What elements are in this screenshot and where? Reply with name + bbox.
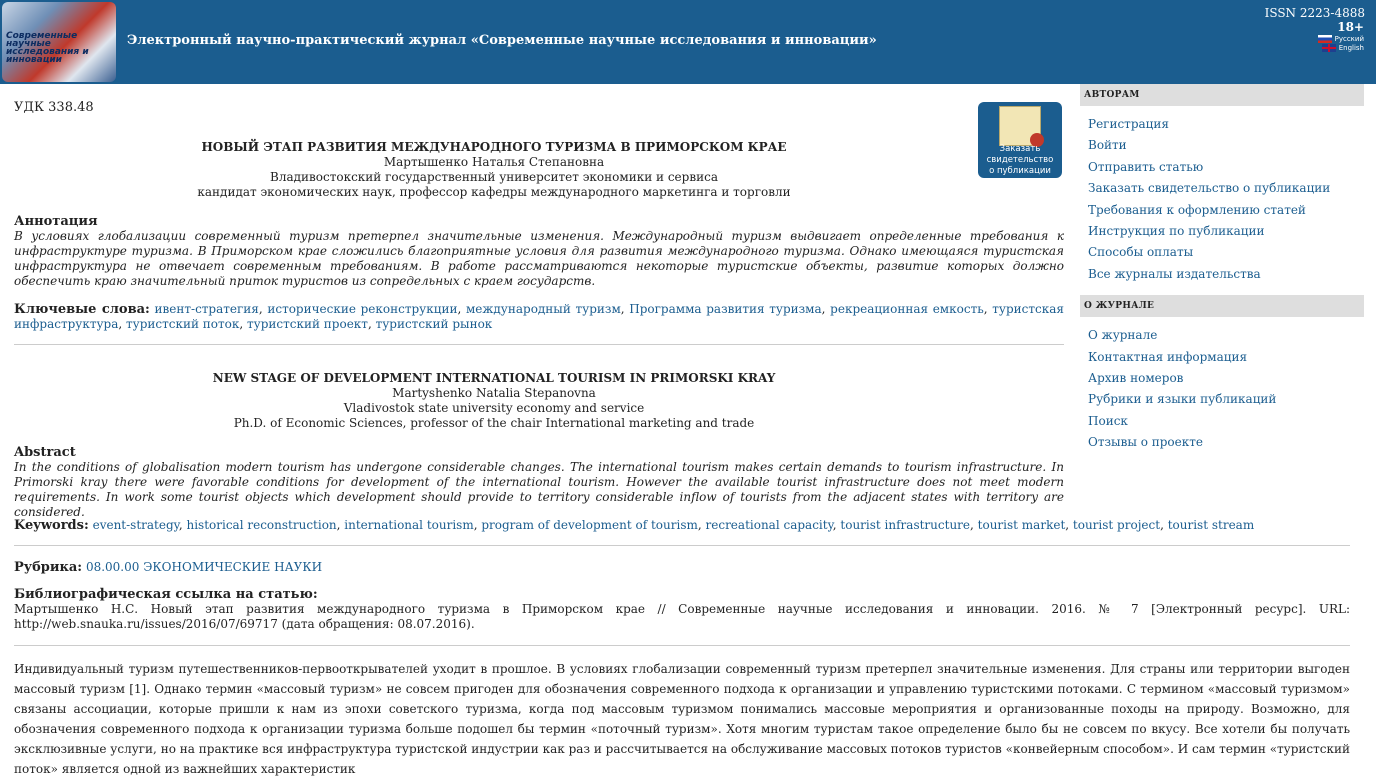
keyword-link[interactable]: туристский проект (247, 317, 368, 331)
position-ru: кандидат экономических наук, профессор кафедры международного маркетинга и торговли (197, 185, 791, 199)
sidebar-link[interactable]: Архив номеров (1088, 371, 1184, 386)
sidebar (1080, 84, 1364, 464)
sidebar-link[interactable]: Поиск (1088, 413, 1128, 428)
abstract-heading-en: Abstract (14, 445, 76, 460)
keyword-link[interactable]: туристская инфраструктура (14, 302, 1064, 331)
keyword-link[interactable]: recreational capacity (705, 518, 833, 532)
sidebar-link[interactable]: Все журналы издательства (1088, 266, 1261, 281)
keyword-link[interactable]: туристский рынок (375, 317, 493, 331)
sidebar-link[interactable]: Способы оплаты (1088, 245, 1194, 260)
sidebar-link[interactable]: Контактная информация (1088, 349, 1248, 364)
rubric-label: Рубрика: (14, 560, 83, 575)
age-rating: 18+ (1337, 20, 1364, 34)
abstract-ru (14, 214, 1064, 289)
keyword-link[interactable]: международный туризм (465, 302, 621, 316)
order-certificate-label: Заказать свидетельство о публикации (986, 144, 1054, 176)
position-en: Ph.D. of Economic Sciences, professor of the chair International marketing and trade (233, 416, 755, 430)
article-body: Индивидуальный туризм путешественников-первооткрывателей уходит в прошлое. В условиях глобализации современный туризм претерпел значительные изменения. Для страны или территории выгоден массовый туризм [1]. Однако термин «массовый туризм» не совсем пригоден для обозначения современного подхода к организации и управлению туристскими потоками. С термином «массовый туризмом» связаны ассоциации, которые пришли к нам из эпохи советского туризма, когда под массовым туризмом понимались массовые мероприятия и организованные походы на природу. Возможно, для обозначения современного подхода к организации туризма больше подошел бы термин «поточный туризм». Хотя многим туристам такое определение было бы не совсем по вкусу. Все хотели бы получать эксклюзивные услуги, но на практике вся инфраструктура туристской индустрии как раз и рассчитывается на обслуживание массовых потоков туристов «конвейерным способом». И сам термин «туристский поток» является одной из важнейших характеристик (14, 662, 1350, 776)
sidebar-link[interactable]: Инструкция по публикации (1088, 224, 1265, 239)
keyword-link[interactable]: tourist infrastructure (840, 518, 971, 532)
keyword-link[interactable]: event-strategy (92, 518, 179, 532)
ru-article-header (14, 140, 974, 200)
keyword-link[interactable]: tourist stream (1167, 518, 1255, 532)
sidebar-link[interactable]: Рубрики и языки публикаций (1088, 392, 1277, 407)
keywords-list-en: event-strategy, historical reconstruction, international tourism, program of development of tourism, recreational capacity, tourist infrastructure, tourist market, tourist project, tourist stream (92, 518, 1255, 532)
sidebar-link[interactable]: Войти (1088, 138, 1127, 153)
sidebar-journal-list (1080, 317, 1364, 463)
biblio-text: Мартышенко Н.С. Новый этап развития международного туризма в Приморском крае // Современные научные исследования и инновации. 2016. № 7 [Электронный ресурс]. URL: http://web.snauka.ru/issues/2016/07/69717 (дата обращения: 08.07.2016). (14, 602, 1350, 631)
keyword-link[interactable]: international tourism (344, 518, 474, 532)
abstract-text-ru: В условиях глобализации современный туризм претерпел значительные изменения. Международный туризм выдвигает определенные требования к инфраструктуре туризма. В Приморском крае сложились благоприятные условия для развития международного туризма. Однако имеющаяся туристская инфраструктура не отвечает современным требованиям. В работе рассматриваются некоторые туристские объекты, развитие которых должно обеспечить краю значительный приток туристов из сопредельных с краем государств. (14, 229, 1064, 288)
abstract-text-en: In the conditions of globalisation modern tourism has undergone considerable changes. The international tourism makes certain demands to tourism infrastructure. In Primorski kray there were favorable conditions for development of the international tourism. However the available tourist infrastructure does not meet modern requirements. In work some tourist objects which development should provide to territory considerable inflow of tourists from the adjacent states with territory are considered. (14, 460, 1064, 519)
abstract-en (14, 445, 1064, 520)
keyword-link[interactable]: туристский поток (126, 317, 240, 331)
uk-flag-icon (1322, 44, 1336, 52)
journal-logo[interactable] (2, 2, 116, 82)
keywords-label-ru: Ключевые слова: (14, 302, 150, 317)
udk-code: УДК 338.48 (14, 100, 94, 115)
lang-english-label: English (1338, 44, 1364, 52)
affiliation-en: Vladivostok state university economy and service (343, 401, 645, 415)
abstract-heading-ru: Аннотация (14, 214, 98, 229)
keywords-en (14, 518, 1350, 533)
lang-russian-link[interactable] (1318, 35, 1364, 43)
keyword-link[interactable]: рекреационная емкость (830, 302, 984, 316)
sidebar-link[interactable]: Заказать свидетельство о публикации (1088, 181, 1331, 196)
author-ru: Мартышенко Наталья Степановна (383, 155, 605, 169)
rubric-link[interactable]: 08.00.00 ЭКОНОМИЧЕСКИЕ НАУКИ (85, 560, 323, 574)
keywords-ru (14, 302, 1064, 332)
keywords-list-ru: ивент-стратегия, исторические реконструкции, международный туризм, Программа развития туризма, рекреационная емкость, туристская инфраструктура, туристский поток, туристский проект, туристский рынок (14, 302, 1064, 331)
journal-title: Электронный научно-практический журнал «Современные научные исследования и инновации» (127, 33, 877, 48)
biblio-heading: Библиографическая ссылка на статью: (14, 587, 318, 602)
certificate-icon (999, 106, 1041, 146)
keyword-link[interactable]: tourist project (1072, 518, 1161, 532)
sidebar-link[interactable]: Регистрация (1088, 117, 1169, 131)
sidebar-heading-journal: О ЖУРНАЛЕ (1080, 295, 1364, 317)
keyword-link[interactable]: historical reconstruction (186, 518, 337, 532)
keyword-link[interactable]: Программа развития туризма (629, 302, 822, 316)
sidebar-link[interactable]: Отправить статью (1088, 159, 1204, 174)
logo-text: Современные научные исследования и инновации (6, 31, 89, 65)
lang-russian-label: Русский (1334, 35, 1364, 43)
sidebar-link[interactable]: О журнале (1088, 328, 1158, 343)
article-title-en: NEW STAGE OF DEVELOPMENT INTERNATIONAL TOURISM IN PRIMORSKI KRAY (212, 371, 776, 385)
divider (14, 645, 1350, 646)
sidebar-link[interactable]: Требования к оформлению статей (1088, 202, 1306, 217)
bibliographic-reference (14, 587, 1350, 632)
order-certificate-button[interactable] (978, 102, 1062, 178)
sidebar-link[interactable]: Отзывы о проекте (1088, 435, 1203, 450)
issn: ISSN 2223-4888 (1264, 6, 1365, 20)
keyword-link[interactable]: tourist market (977, 518, 1066, 532)
author-en: Martyshenko Natalia Stepanovna (392, 386, 596, 400)
affiliation-ru: Владивостокский государственный университет экономики и сервиса (270, 170, 718, 184)
article-title-ru: НОВЫЙ ЭТАП РАЗВИТИЯ МЕЖДУНАРОДНОГО ТУРИЗМА В ПРИМОРСКОМ КРАЕ (201, 140, 787, 154)
russia-flag-icon (1318, 35, 1332, 43)
sidebar-heading-authors: АВТОРАМ (1080, 84, 1364, 106)
sidebar-authors-list (1080, 106, 1364, 295)
keyword-link[interactable]: ивент-стратегия (154, 302, 259, 316)
divider (14, 545, 1350, 546)
divider (14, 344, 1064, 345)
keyword-link[interactable]: program of development of tourism (481, 518, 698, 532)
lang-english-link[interactable] (1322, 44, 1364, 52)
rubric (14, 560, 322, 575)
keyword-link[interactable]: исторические реконструкции (267, 302, 458, 316)
site-header (0, 0, 1376, 84)
keywords-label-en: Keywords: (14, 518, 89, 533)
en-article-header (14, 371, 974, 431)
